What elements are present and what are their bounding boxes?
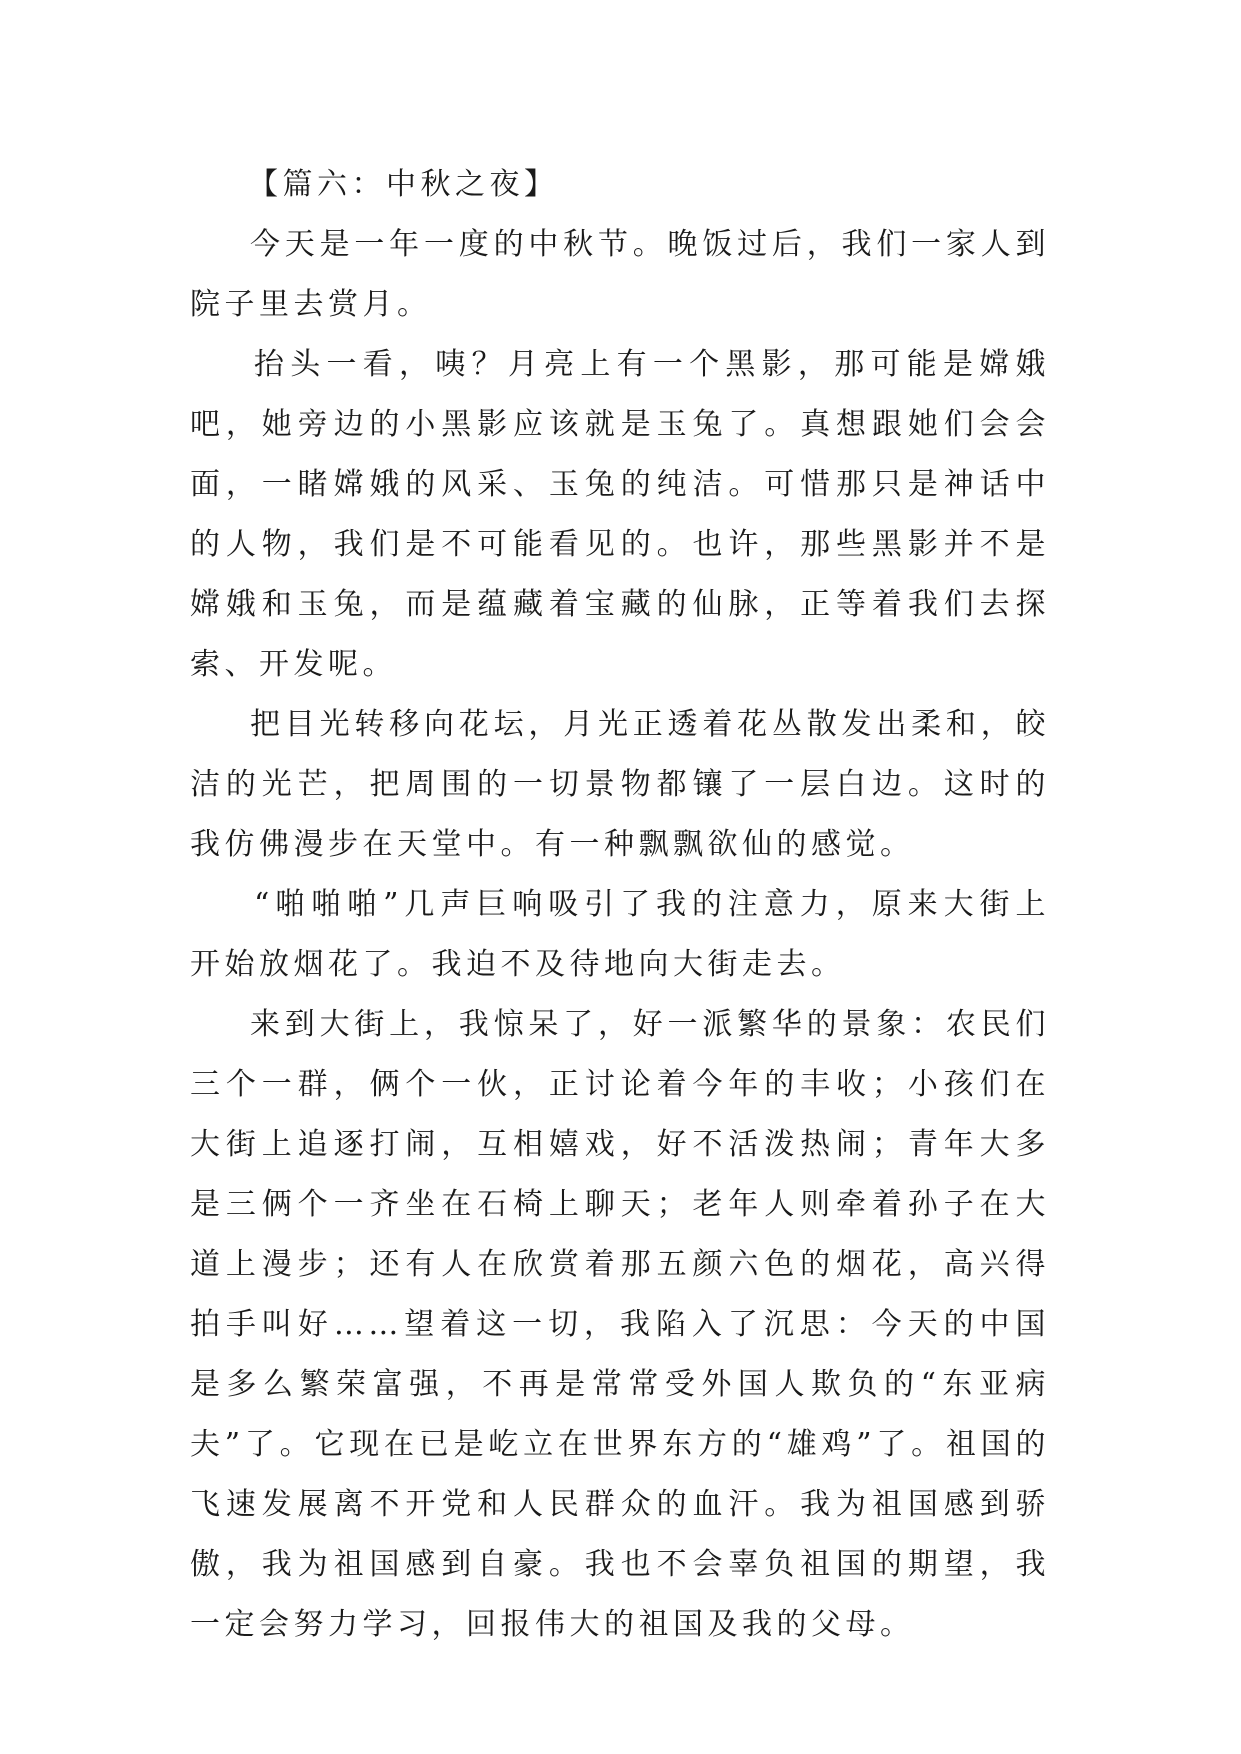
paragraph-5: 来到大街上，我惊呆了，好一派繁华的景象：农民们三个一群，俩个一伙，正讨论着今年的丰收；小孩们在大街上追逐打闹，互相嬉戏，好不活泼热闹；青年大多是三俩个一齐坐在石椅上聊天；老年人则牵着孙子在大道上漫步；还有人在欣赏着那五颜六色的烟花，高兴得拍手叫好……望着这一切，我陷入了沉思：今天的中国是多么繁荣富强，不再是常常受外国人欺负的“东亚病夫”了。它现在已是屹立在世界东方的“雄鸡”了。祖国的飞速发展离不开党和人民群众的血汗。我为祖国感到骄傲，我为祖国感到自豪。我也不会辜负祖国的期望，我一定会努力学习，回报伟大的祖国及我的父母。 <box>190 1007 1050 1642</box>
paragraph-1: 今天是一年一度的中秋节。晚饭过后，我们一家人到院子里去赏月。 <box>190 227 1050 322</box>
document-body <box>190 155 1050 1655</box>
paragraph-4: “啪啪啪”几声巨响吸引了我的注意力，原来大街上开始放烟花了。我迫不及待地向大街走去。 <box>190 887 1050 982</box>
paragraph-2: 抬头一看，咦？月亮上有一个黑影，那可能是嫦娥吧，她旁边的小黑影应该就是玉兔了。真想跟她们会会面，一睹嫦娥的风采、玉兔的纯洁。可惜那只是神话中的人物，我们是不可能看见的。也许，那些黑影并不是嫦娥和玉兔，而是蕴藏着宝藏的仙脉，正等着我们去探索、开发呢。 <box>190 347 1050 682</box>
document-title: 【篇六：中秋之夜】 <box>248 167 559 202</box>
paragraph-3: 把目光转移向花坛，月光正透着花丛散发出柔和，皎洁的光芒，把周围的一切景物都镶了一层白边。这时的我仿佛漫步在天堂中。有一种飘飘欲仙的感觉。 <box>190 707 1050 862</box>
